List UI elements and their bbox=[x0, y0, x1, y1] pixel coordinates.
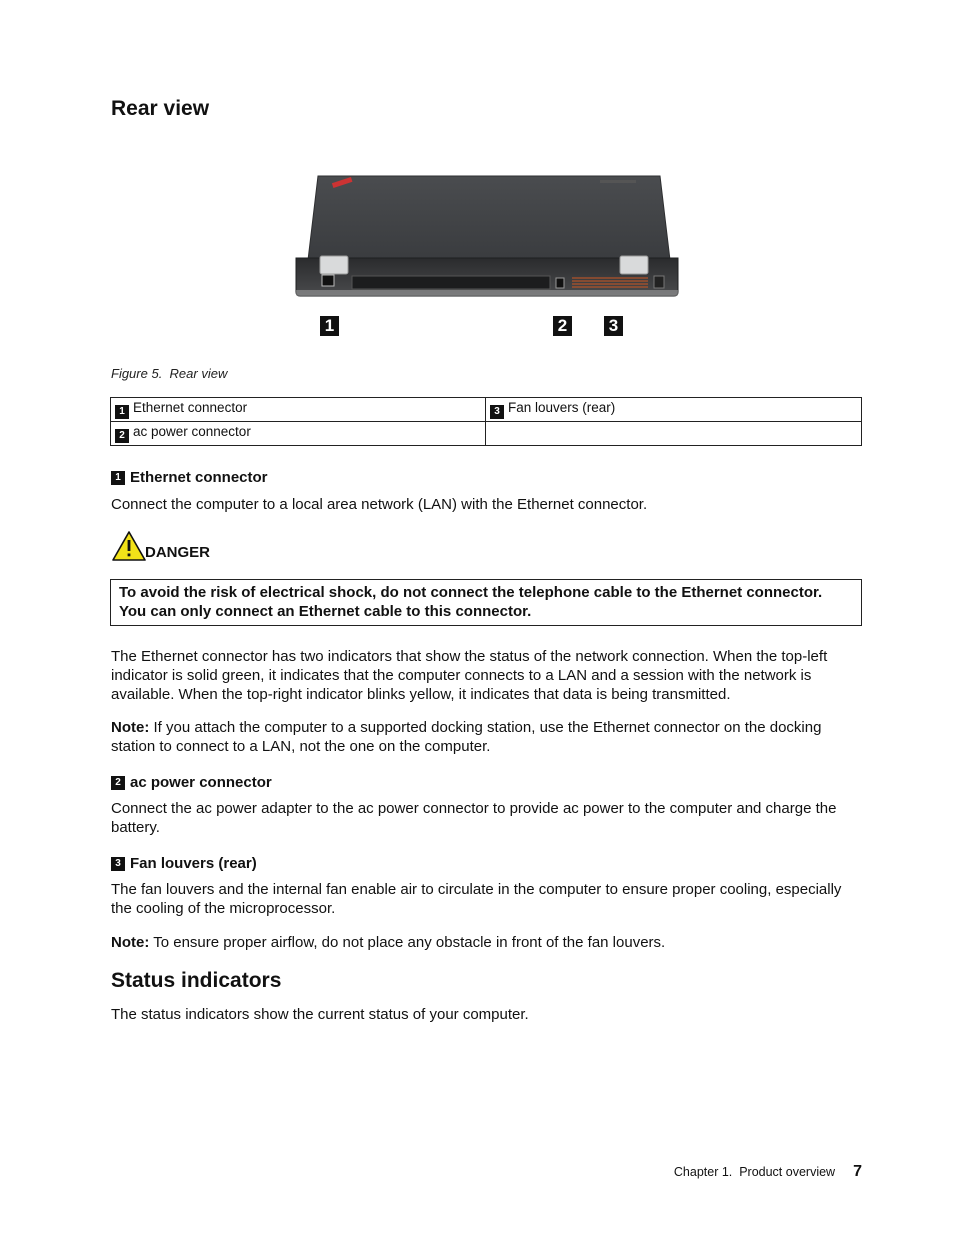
legend-label: Fan louvers (rear) bbox=[508, 400, 616, 415]
danger-notice-box: To avoid the risk of electrical shock, do not connect the telephone cable to the Ethernet connector. You can only connect an Ethernet cable to this connector. bbox=[110, 579, 862, 626]
fan-note bbox=[111, 933, 863, 952]
ethernet-intro: Connect the computer to a local area network (LAN) with the Ethernet connector. bbox=[111, 496, 648, 513]
section-heading-status-indicators: Status indicators bbox=[111, 969, 282, 992]
subheading-ac-power bbox=[111, 774, 272, 791]
ac-power-paragraph: Connect the ac power adapter to the ac power connector to provide ac power to the computer and charge the battery. bbox=[111, 800, 837, 836]
subheading-text: Ethernet connector bbox=[130, 469, 268, 486]
legend-cell-empty bbox=[486, 422, 862, 446]
note-label: Note: bbox=[111, 934, 150, 951]
legend-cell bbox=[111, 422, 486, 446]
legend-row bbox=[111, 422, 862, 446]
figure-callout-3: 3 bbox=[604, 316, 623, 336]
page-number: 7 bbox=[853, 1163, 862, 1180]
legend-row bbox=[111, 398, 862, 422]
figure-caption-prefix: Figure 5. bbox=[111, 366, 163, 381]
legend-number: 2 bbox=[115, 429, 129, 443]
legend-label: Ethernet connector bbox=[133, 400, 248, 415]
figure-callout-2: 2 bbox=[553, 316, 572, 336]
subheading-text: ac power connector bbox=[130, 774, 272, 791]
subheading-number: 1 bbox=[111, 471, 125, 485]
legend-cell bbox=[111, 398, 486, 422]
laptop-rear-drawing bbox=[290, 172, 685, 302]
section-heading-rear-view: Rear view bbox=[111, 97, 210, 120]
figure-caption-title: Rear view bbox=[169, 366, 228, 381]
legend-cell bbox=[486, 398, 862, 422]
legend-number: 3 bbox=[490, 405, 504, 419]
figure-caption bbox=[111, 366, 227, 381]
danger-label: DANGER bbox=[145, 544, 211, 561]
subheading-number: 2 bbox=[111, 776, 125, 790]
subheading-fan-louvers bbox=[111, 855, 257, 872]
subheading-text: Fan louvers (rear) bbox=[130, 855, 257, 872]
subheading-number: 3 bbox=[111, 857, 125, 871]
legend-number: 1 bbox=[115, 405, 129, 419]
legend-label: ac power connector bbox=[133, 424, 251, 439]
subheading-ethernet bbox=[111, 469, 268, 486]
note-text: If you attach the computer to a supported docking station, use the Ethernet connector on the docking station to connect to a LAN, not the one on the computer. bbox=[111, 719, 822, 755]
warning-triangle-icon bbox=[111, 530, 147, 562]
footer-chapter: Chapter 1. Product overview bbox=[673, 1165, 836, 1179]
figure-callout-1: 1 bbox=[320, 316, 339, 336]
note-label: Note: bbox=[111, 719, 150, 736]
page-footer bbox=[674, 1163, 862, 1181]
status-paragraph: The status indicators show the current status of your computer. bbox=[111, 1006, 529, 1023]
fan-louvers-paragraph: The fan louvers and the internal fan enable air to circulate in the computer to ensure proper cooling, especially the cooling of the microprocessor. bbox=[111, 881, 842, 917]
ethernet-indicators-paragraph: The Ethernet connector has two indicators that show the status of the network connection. When the top-left indicator is solid green, it indicates that the computer connects to a LAN and a session with the network is available. When the top-right indicator blinks yellow, it indicates that data is being transmitted. bbox=[111, 648, 828, 703]
ethernet-note bbox=[111, 718, 863, 756]
laptop-rear-illustration bbox=[290, 172, 685, 302]
note-text: To ensure proper airflow, do not place any obstacle in front of the fan louvers. bbox=[153, 934, 666, 951]
danger-label-group bbox=[111, 530, 210, 562]
figure-legend-table bbox=[110, 397, 862, 446]
